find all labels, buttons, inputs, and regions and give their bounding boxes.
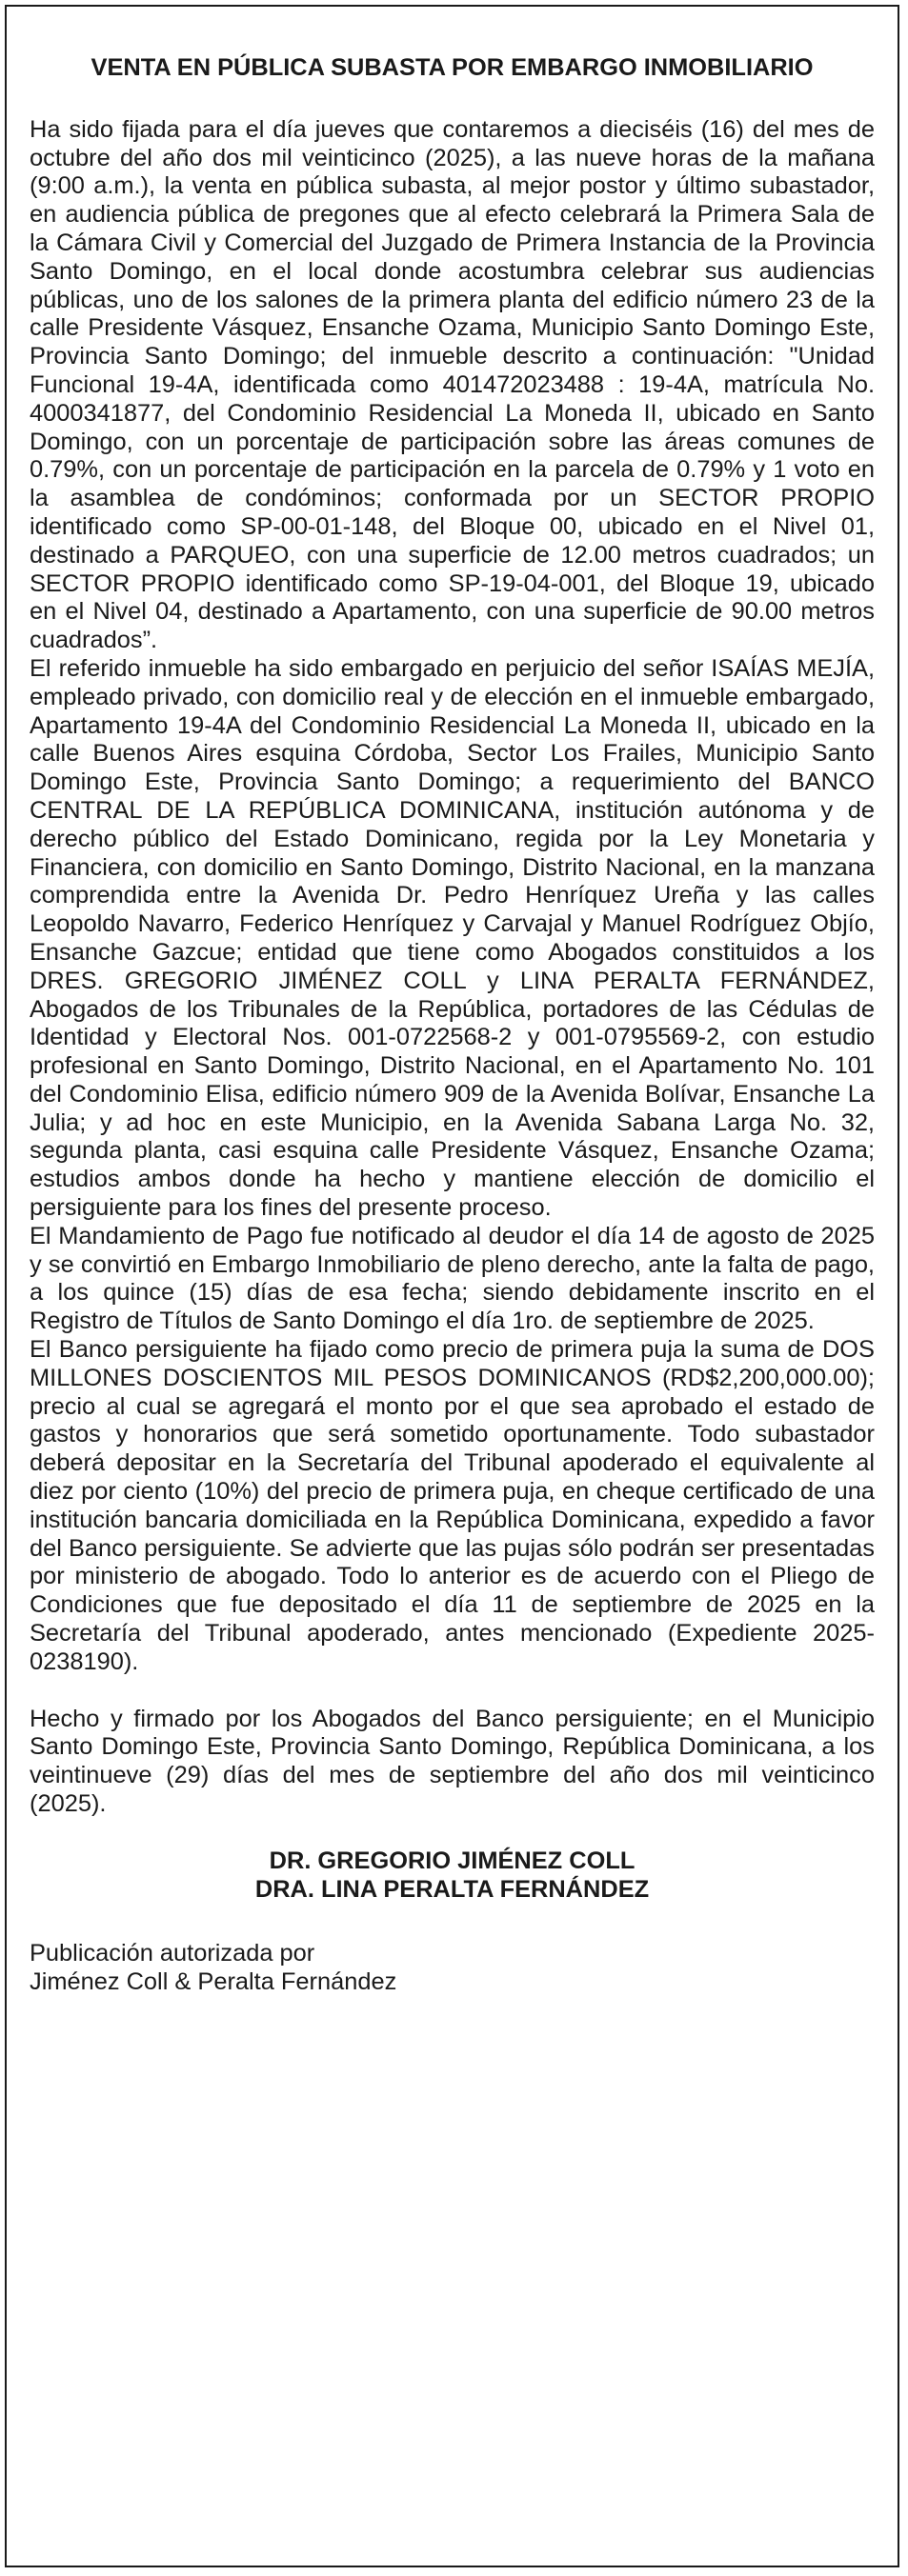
paragraph-payment-order: El Mandamiento de Pago fue notificado al deudor el día 14 de agosto de 2025 y se convirtió en Embargo Inmobiliario de pleno derecho, ante la falta de pago, a los quince (15) días de esa fecha; siendo debidamente inscrito en el Registro de Títulos de Santo Domingo el día 1ro. de septiembre de 2025. (30, 1222, 875, 1335)
signers-block (30, 1847, 875, 1905)
paragraph-closing: Hecho y firmado por los Abogados del Banco persiguiente; en el Municipio Santo Domingo Este, Provincia Santo Domingo, República Dominicana, a los veintinueve (29) días del mes de septiembre del año dos mil veinticinco (2025). (30, 1705, 875, 1818)
paragraph-first-bid-price: El Banco persiguiente ha fijado como precio de primera puja la suma de DOS MILLONES DOSCIENTOS MIL PESOS DOMINICANOS (RD$2,200,000.00); precio al cual se agregará el monto por el que sea aprobado el estado de gastos y honorarios que será sometido oportunamente. Todo subastador deberá depositar en la Secretaría del Tribunal apoderado el equivalente al diez por ciento (10%) del precio de primera puja, en cheque certificado de una institución bancaria domiciliada en la República Dominicana, expedido a favor del Banco persiguiente. Se advierte que las pujas sólo podrán ser presentadas por ministerio de abogado. Todo lo anterior es de acuerdo con el Pliego de Condiciones que fue depositado el día 11 de septiembre de 2025 en la Secretaría del Tribunal apoderado, antes mencionado (Expediente 2025-0238190). (30, 1336, 875, 1675)
publication-footer (30, 1940, 875, 1997)
notice-frame (5, 5, 899, 2567)
paragraph-auction-date-and-property: Ha sido fijada para el día jueves que contaremos a dieciséis (16) del mes de octubre del año dos mil veinticinco (2025), a las nueve horas de la mañana (9:00 a.m.), la venta en pública subasta, al mejor postor y último subastador, en audiencia pública de pregones que al efecto celebrará la Primera Sala de la Cámara Civil y Comercial del Juzgado de Primera Instancia de la Provincia Santo Domingo, en el local donde acostumbra celebrar sus audiencias públicas, uno de los salones de la primera planta del edificio número 23 de la calle Presidente Vásquez, Ensanche Ozama, Municipio Santo Domingo Este, Provincia Santo Domingo; del inmueble descrito a continuación: "Unidad Funcional 19-4A, identificada como 401472023488 : 19-4A, matrícula No. 4000341877, del Condominio Residencial La Moneda II, ubicado en Santo Domingo, con un porcentaje de participación sobre las áreas comunes de 0.79%, con un porcentaje de participación en la parcela de 0.79% y 1 voto en la asamblea de condóminos; conformada por un SECTOR PROPIO identificado como SP-00-01-148, del Bloque 00, ubicado en el Nivel 01, destinado a PARQUEO, con una superficie de 12.00 metros cuadrados; un SECTOR PROPIO identificado como SP-19-04-001, del Bloque 19, ubicado en el Nivel 04, destinado a Apartamento, con una superficie de 90.00 metros cuadrados”. (30, 115, 875, 654)
notice-title: VENTA EN PÚBLICA SUBASTA POR EMBARGO INMOBILIARIO (91, 54, 814, 81)
paragraph-parties: El referido inmueble ha sido embargado en perjuicio del señor ISAÍAS MEJÍA, empleado privado, con domicilio real y de elección en el inmueble embargado, Apartamento 19-4A del Condominio Residencial La Moneda II, ubicado en la calle Buenos Aires esquina Córdoba, Sector Los Frailes, Municipio Santo Domingo Este, Provincia Santo Domingo; a requerimiento del BANCO CENTRAL DE LA REPÚBLICA DOMINICANA, institución autónoma y de derecho público del Estado Dominicano, regida por la Ley Monetaria y Financiera, con domicilio en Santo Domingo, Distrito Nacional, en la manzana comprendida entre la Avenida Dr. Pedro Henríquez Ureña y las calles Leopoldo Navarro, Federico Henríquez y Carvajal y Manuel Rodríguez Objío, Ensanche Gazcue; entidad que tiene como Abogados constituidos a los DRES. GREGORIO JIMÉNEZ COLL y LINA PERALTA FERNÁNDEZ, Abogados de los Tribunales de la República, portadores de las Cédulas de Identidad y Electoral Nos. 001-0722568-2 y 001-0795569-2, con estudio profesional en Santo Domingo, Distrito Nacional, en el Apartamento No. 101 del Condominio Elisa, edificio número 909 de la Avenida Bolívar, Ensanche La Julia; y ad hoc en este Municipio, en la Avenida Sabana Larga No. 32, segunda planta, casi esquina calle Presidente Vásquez, Ensanche Ozama; estudios ambos donde ha hecho y mantiene elección de domicilio el persiguiente para los fines del presente proceso. (30, 654, 875, 1222)
signer-name: DRA. LINA PERALTA FERNÁNDEZ (254, 1875, 650, 1903)
footer-line: Jiménez Coll & Peralta Fernández (30, 1968, 397, 1996)
footer-line: Publicación autorizada por (30, 1940, 315, 1967)
signer-name: DR. GREGORIO JIMÉNEZ COLL (269, 1847, 636, 1874)
paragraph-spacer (30, 1677, 875, 1706)
notice-content (30, 54, 875, 1997)
